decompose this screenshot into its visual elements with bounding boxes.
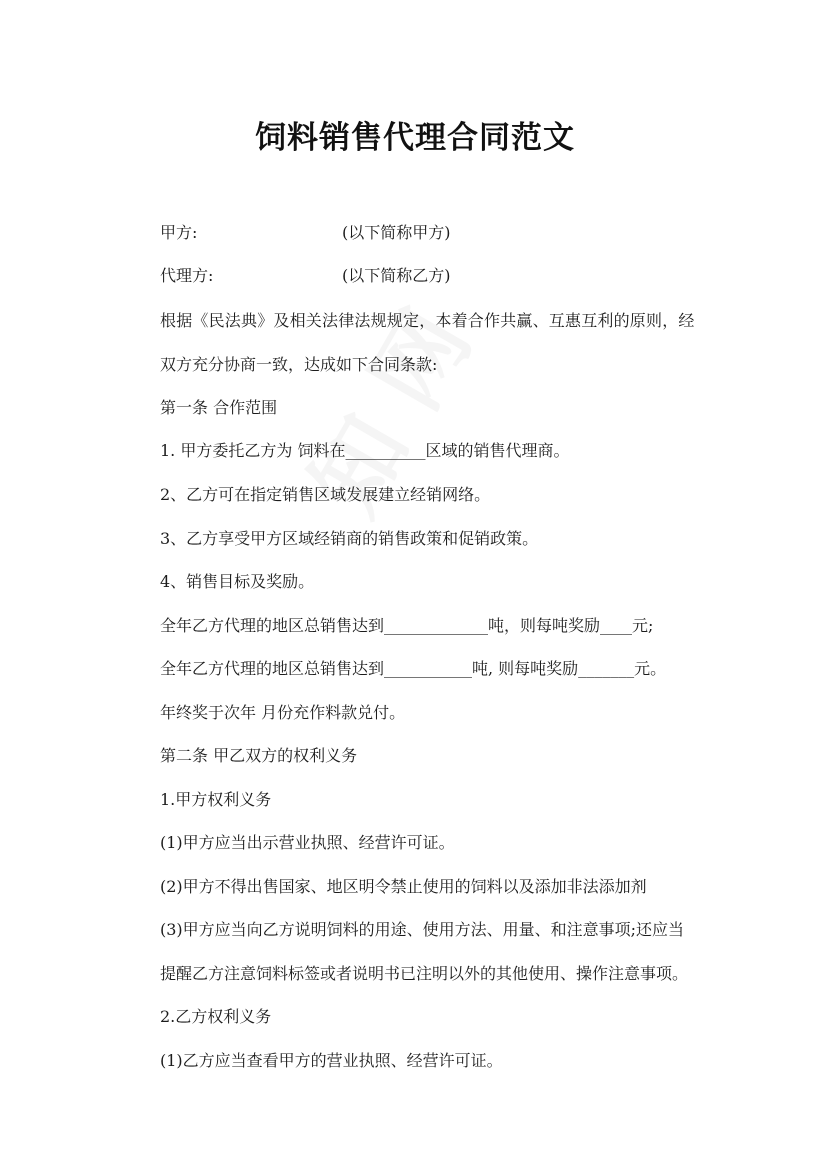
party-a-label: 甲方:	[160, 223, 198, 242]
party-a-duties-heading: 1.甲方权利义务	[160, 790, 272, 809]
article-1-heading: 第一条 合作范围	[160, 398, 278, 417]
party-b-duties-heading: 2.乙方权利义务	[160, 1007, 272, 1026]
article-2-heading: 第二条 甲乙双方的权利义务	[160, 746, 358, 765]
party-b-label: 代理方:	[160, 266, 214, 285]
article-1-item-1: 1. 甲方委托乙方为 饲料在__________区域的销售代理商。	[160, 441, 570, 460]
party-b-note: (以下简称乙方)	[342, 266, 451, 285]
sales-target-2: 全年乙方代理的地区总销售达到___________吨, 则每吨奖励_______元。	[160, 659, 667, 678]
party-a-duty-3-cont: 提醒乙方注意饲料标签或者说明书已注明以外的其他使用、操作注意事项。	[160, 964, 689, 983]
article-1-item-3: 3、乙方享受甲方区域经销商的销售政策和促销政策。	[160, 529, 539, 548]
intro-line-2: 双方充分协商一致，达成如下合同条款:	[160, 355, 438, 374]
article-1-item-2: 2、乙方可在指定销售区域发展建立经销网络。	[160, 485, 491, 504]
intro-line-1: 根据《民法典》及相关法律法规规定，本着合作共赢、互惠互利的原则，经	[160, 311, 695, 330]
party-a-duty-3: (3)甲方应当向乙方说明饲料的用途、使用方法、用量、和注意事项;还应当	[160, 920, 685, 939]
party-a-note: (以下简称甲方)	[342, 223, 451, 242]
party-a-duty-1: (1)甲方应当出示营业执照、经营许可证。	[160, 833, 455, 852]
article-1-item-4: 4、销售目标及奖励。	[160, 572, 315, 591]
document-title: 饲料销售代理合同范文	[255, 120, 575, 156]
sales-target-1: 全年乙方代理的地区总销售达到_____________吨，则每吨奖励____元;	[160, 616, 654, 635]
party-b-line	[160, 265, 451, 287]
party-a-duty-2: (2)甲方不得出售国家、地区明令禁止使用的饲料以及添加非法添加剂	[160, 877, 647, 896]
year-end-bonus: 年终奖于次年 月份充作料款兑付。	[160, 703, 406, 722]
party-a-line	[160, 222, 451, 244]
party-b-duty-1: (1)乙方应当查看甲方的营业执照、经营许可证。	[160, 1051, 503, 1070]
